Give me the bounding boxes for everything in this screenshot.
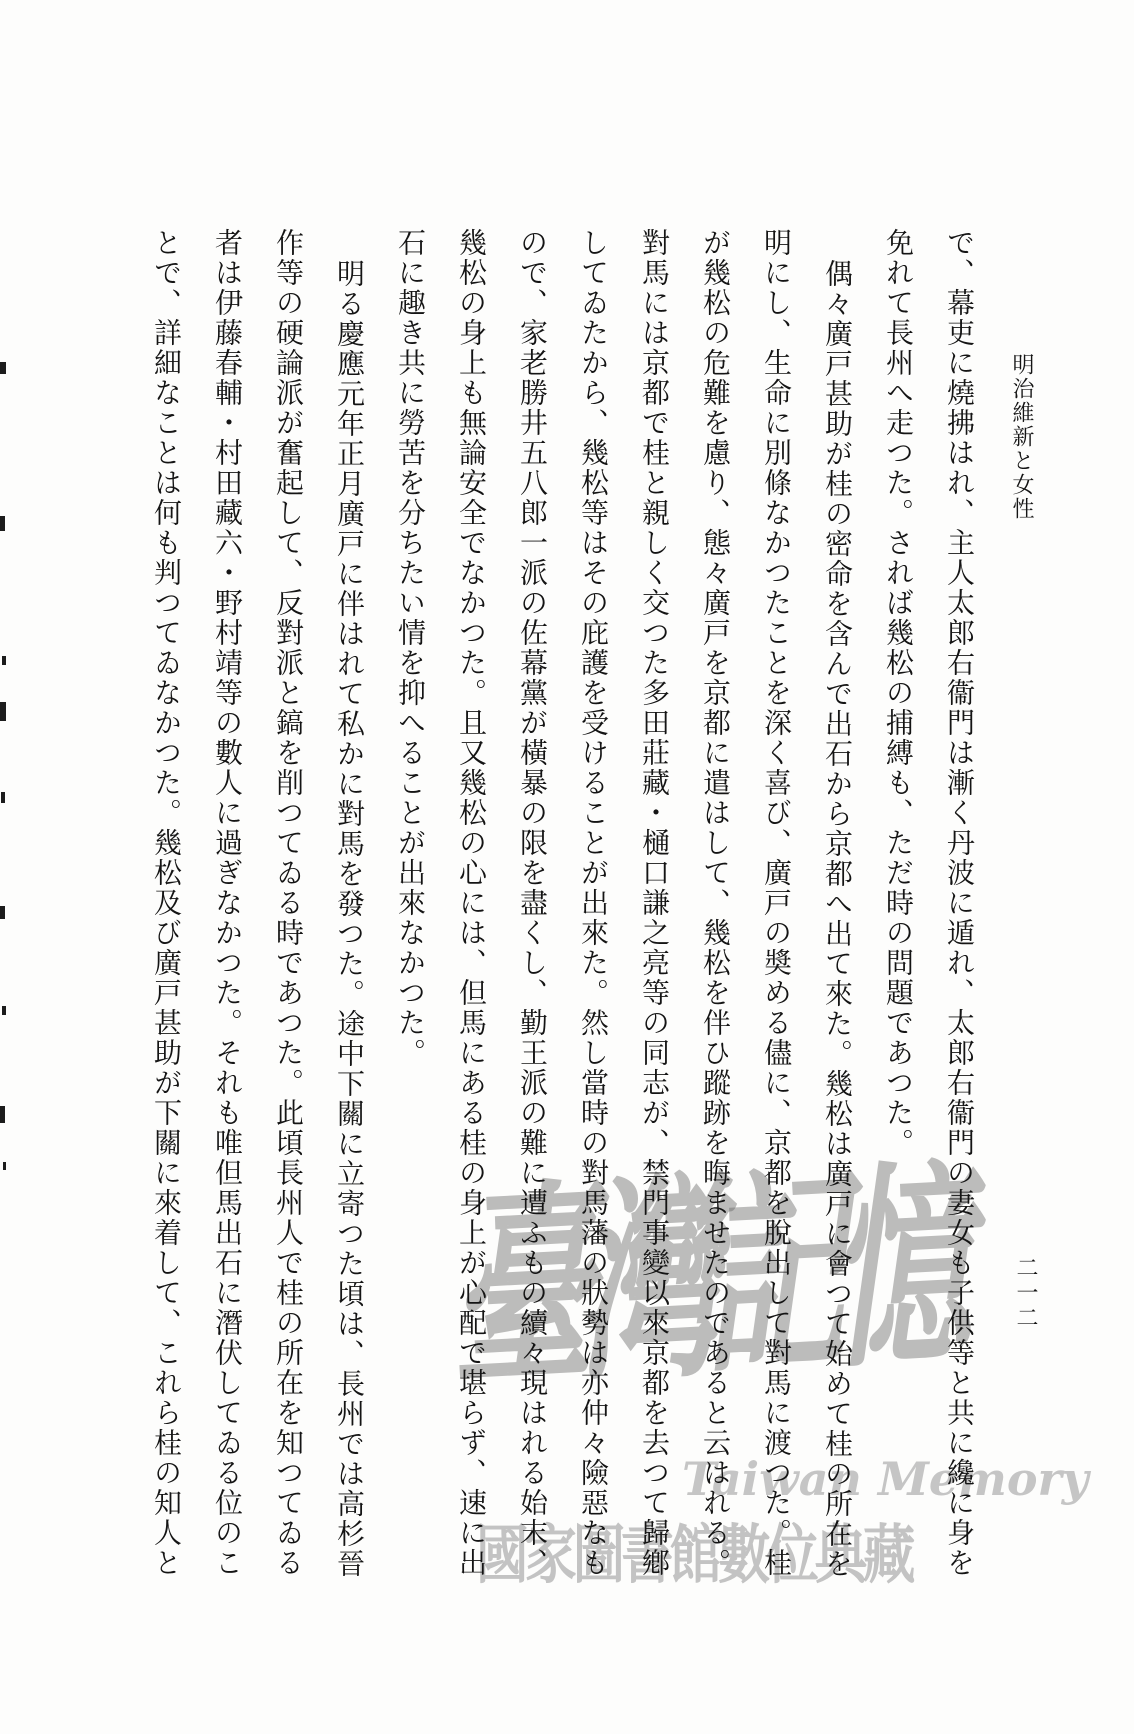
text-column-8: ので、家老勝井五八郎一派の佐幕黨が橫暴の限を盡くし、勤王派の難に遭ふもの續々現はれる始末、 [516,228,549,1578]
text-column-4: 明にし、生命に別條なかつたことを深く喜び、廣戸の奬める儘に、京都を脫出して對馬に渡つた。桂 [760,228,793,1578]
scan-speck [1,792,5,803]
scan-speck [2,1006,6,1015]
running-header: 明治維新と女性 [1009,353,1034,521]
scan-speck [0,362,6,374]
text-column-5: が幾松の危難を慮り、態々廣戸を京都に遣はして、幾松を伴ひ蹤跡を晦ませたのであると云はれる。 [699,228,732,1578]
scan-speck [0,702,6,721]
page-number: 二一二 [1013,1256,1038,1331]
scan-speck [3,1162,6,1170]
text-column-14: とで、詳細なことは何も判つてゐなかつた。幾松及び廣戸甚助が下關に來着して、これら桂の知人と [150,228,183,1578]
watermark-national-library-caption: 國家圖書館數位典藏 [476,1518,912,1593]
text-column-7: してゐたから、幾松等はその庇護を受けることが出來た。然し當時の對馬藩の狀勢は亦仲々險惡なも [577,228,610,1578]
text-column-12: 作等の硬論派が奮起して、反對派と鎬を削つてゐる時であつた。此頃長州人で桂の所在を知つてゐる [272,228,305,1578]
scan-speck [0,906,5,919]
text-column-13: 者は伊藤春輔・村田藏六・野村靖等の數人に過ぎなかつた。それも唯但馬出石に潛伏してゐる位のこ [211,228,244,1578]
scan-speck [2,656,6,665]
scan-speck [0,1106,5,1123]
text-column-9: 幾松の身上も無論安全でなかつた。且又幾松の心には、但馬にある桂の身上が心配で堪らず、速に出 [455,228,488,1578]
text-column-2: 免れて長州へ走つた。されば幾松の捕縛も、ただ時の問題であつた。 [882,228,915,1158]
text-column-3: 偶々廣戸甚助が桂の密命を含んで出石から京都へ出て來た。幾松は廣戸に會つて始めて桂の所在を [821,259,854,1579]
text-column-6: 對馬には京都で桂と親しく交つた多田莊藏・樋口謙之亮等の同志が、禁門事變以來京都を去つて歸鄕 [638,228,671,1578]
text-column-11: 明る慶應元年正月廣戸に伴はれて私かに對馬を發つた。途中下關に立寄つた頃は、長州では高杉晉 [333,259,366,1579]
watermark-taiwan-memory-cjk: 臺灣記憶 [447,1138,958,1418]
text-column-10: 石に趣き共に勞苦を分ちたい情を抑へることが出來なかつた。 [394,228,427,1068]
text-column-1: で、幕吏に燒拂はれ、主人太郎右衞門は漸く丹波に遁れ、太郎右衞門の妻女も子供等と共に纔に身を [943,228,976,1578]
watermark-taiwan-memory-latin: Taiwan Memory [682,1452,1089,1506]
scan-speck [0,516,5,531]
